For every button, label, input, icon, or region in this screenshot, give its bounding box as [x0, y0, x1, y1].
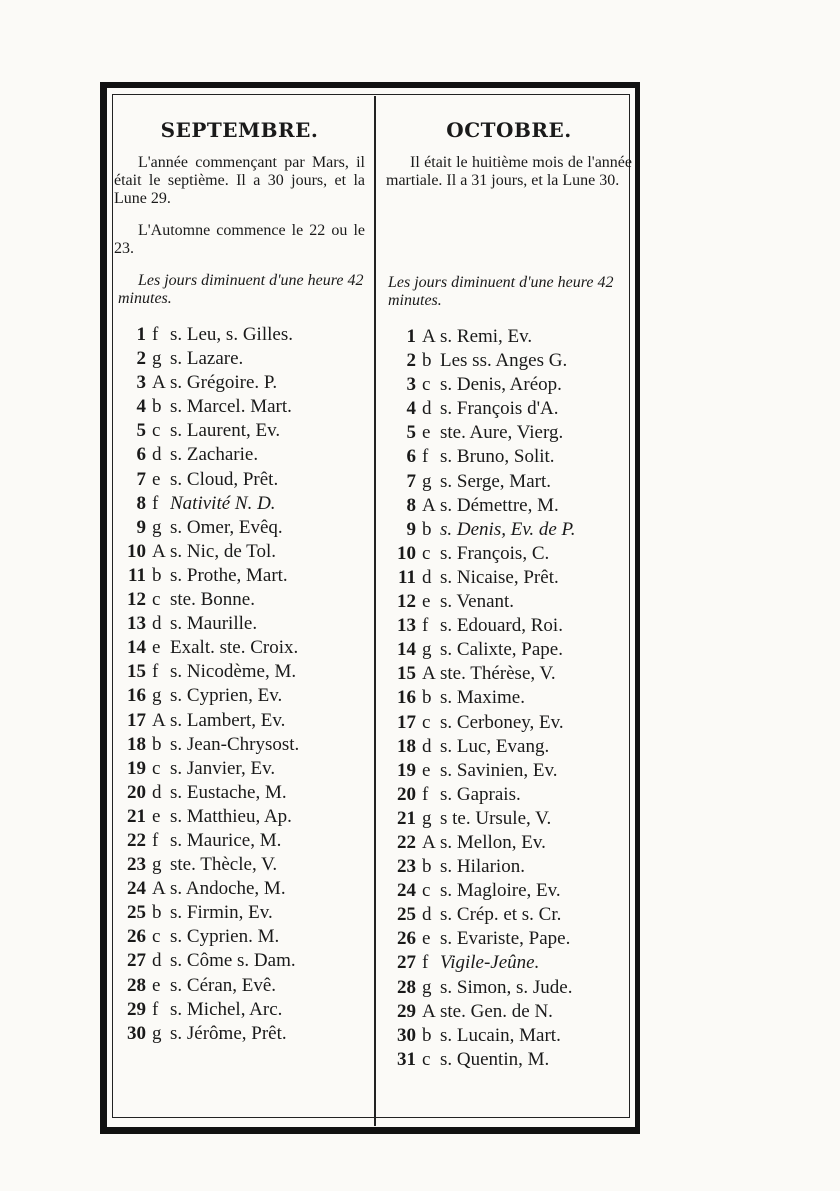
- saint-name: s. Marcel. Mart.: [170, 396, 292, 418]
- day-row: [384, 928, 634, 952]
- saint-name: Exalt. ste. Croix.: [170, 637, 299, 659]
- day-row: [112, 710, 367, 734]
- saint-name: ste. Bonne.: [170, 589, 255, 611]
- dominical-letter: d: [422, 566, 432, 588]
- saint-name: s. Evariste, Pape.: [440, 928, 571, 950]
- saint-name: s. Lambert, Ev.: [170, 709, 286, 731]
- day-row: [384, 832, 634, 856]
- day-row: [112, 444, 367, 468]
- saint-name: s. Côme s. Dam.: [170, 950, 296, 972]
- day-number: 2: [136, 348, 146, 370]
- september-intro: L'année commençant par Mars, il était le septième. Il a 30 jours, et la Lune 29.: [114, 154, 365, 207]
- day-number: 4: [136, 396, 146, 418]
- saint-name: s. Zacharie.: [170, 444, 259, 466]
- saint-name: s. Nic, de Tol.: [170, 540, 276, 562]
- day-number: 22: [127, 829, 146, 851]
- saint-name: s. François, C.: [440, 542, 550, 564]
- saint-name: s. Andoche, M.: [170, 878, 286, 900]
- day-number: 5: [406, 422, 416, 444]
- dominical-letter: c: [422, 542, 431, 564]
- day-row: [384, 977, 634, 1001]
- day-row: [384, 615, 634, 639]
- saint-name: s. Leu, s. Gilles.: [170, 324, 293, 345]
- dominical-letter: f: [422, 446, 429, 468]
- day-row: [384, 398, 634, 422]
- day-row: [112, 830, 367, 854]
- day-number: 8: [136, 492, 146, 514]
- day-number: 27: [397, 952, 416, 974]
- saint-name: ste. Thérèse, V.: [440, 663, 556, 685]
- day-row: [112, 999, 367, 1023]
- dominical-letter: d: [422, 735, 432, 757]
- day-number: 13: [397, 615, 416, 637]
- day-number: 24: [127, 878, 146, 900]
- saint-name: s. Démettre, M.: [440, 494, 559, 516]
- day-row: [112, 637, 367, 661]
- saint-name: s. Grégoire. P.: [170, 372, 278, 394]
- september-daylight-note: Les jours diminuent d'une heure 42 minutes.: [118, 272, 364, 307]
- saint-name: Vigile-Jeûne.: [440, 952, 540, 974]
- dominical-letter: c: [152, 589, 161, 611]
- dominical-letter: e: [152, 468, 161, 490]
- october-daylight-note: Les jours diminuent d'une heure 42 minutes.: [388, 274, 614, 309]
- september-column: [112, 110, 367, 1047]
- dominical-letter: e: [422, 759, 431, 781]
- day-row: [384, 591, 634, 615]
- september-title: SEPTEMBRE.: [160, 118, 319, 142]
- day-number: 26: [127, 926, 146, 948]
- day-number: 20: [397, 783, 416, 805]
- dominical-letter: b: [152, 564, 162, 586]
- dominical-letter: b: [422, 856, 432, 878]
- day-row: [112, 420, 367, 444]
- day-row: [112, 396, 367, 420]
- day-number: 26: [397, 928, 416, 950]
- day-number: 3: [406, 374, 416, 396]
- dominical-letter: g: [422, 976, 432, 998]
- day-number: 6: [136, 444, 146, 466]
- day-number: 28: [127, 974, 146, 996]
- day-row: [112, 493, 367, 517]
- day-row: [112, 613, 367, 637]
- dominical-letter: A: [422, 663, 436, 685]
- column-divider: [374, 96, 376, 1126]
- day-row: [384, 760, 634, 784]
- dominical-letter: c: [422, 374, 431, 396]
- day-row: [384, 446, 634, 470]
- dominical-letter: c: [422, 1048, 431, 1070]
- day-number: 21: [127, 805, 146, 827]
- dominical-letter: f: [152, 998, 159, 1020]
- day-number: 14: [127, 637, 146, 659]
- dominical-letter: f: [152, 324, 159, 345]
- day-row: [384, 567, 634, 591]
- day-number: 17: [397, 711, 416, 733]
- saint-name: s. Omer, Evêq.: [170, 516, 283, 538]
- saint-name: s. Remi, Ev.: [440, 326, 533, 347]
- day-row: [384, 784, 634, 808]
- dominical-letter: b: [152, 733, 162, 755]
- september-days-list: [112, 324, 367, 1047]
- saint-name: s. Laurent, Ev.: [170, 420, 281, 442]
- day-row: [112, 758, 367, 782]
- day-number: 17: [127, 709, 146, 731]
- dominical-letter: f: [422, 615, 429, 637]
- day-row: [384, 471, 634, 495]
- saint-name: s. Calixte, Pape.: [440, 639, 563, 661]
- day-row: [112, 950, 367, 974]
- day-row: [112, 782, 367, 806]
- day-number: 11: [398, 566, 416, 588]
- saint-name: s. Lucain, Mart.: [440, 1024, 561, 1046]
- day-number: 24: [397, 880, 416, 902]
- saint-name: s. Jérôme, Prêt.: [170, 1022, 287, 1044]
- saint-name: s. Magloire, Ev.: [440, 880, 561, 902]
- dominical-letter: c: [422, 711, 431, 733]
- dominical-letter: c: [152, 926, 161, 948]
- october-title: OCTOBRE.: [446, 118, 572, 142]
- day-number: 15: [127, 661, 146, 683]
- day-number: 19: [397, 759, 416, 781]
- day-row: [112, 565, 367, 589]
- dominical-letter: A: [152, 709, 166, 731]
- dominical-letter: e: [152, 974, 161, 996]
- day-row: [384, 808, 634, 832]
- saint-name: s. Céran, Evê.: [170, 974, 277, 996]
- dominical-letter: b: [152, 902, 162, 924]
- saint-name: s. Janvier, Ev.: [170, 757, 276, 779]
- saint-name: s. Savinien, Ev.: [440, 759, 558, 781]
- saint-name: s. Simon, s. Jude.: [440, 976, 573, 998]
- day-number: 28: [397, 976, 416, 998]
- day-row: [112, 878, 367, 902]
- saint-name: s. Prothe, Mart.: [170, 564, 288, 586]
- saint-name: s. Denis, Aréop.: [440, 374, 562, 396]
- day-row: [112, 926, 367, 950]
- day-number: 12: [127, 589, 146, 611]
- day-row: [112, 324, 367, 348]
- dominical-letter: b: [152, 396, 162, 418]
- day-number: 16: [397, 687, 416, 709]
- day-row: [384, 687, 634, 711]
- day-row: [112, 661, 367, 685]
- dominical-letter: g: [152, 854, 162, 876]
- day-number: 9: [406, 518, 416, 540]
- dominical-letter: e: [422, 422, 431, 444]
- day-number: 16: [127, 685, 146, 707]
- dominical-letter: d: [152, 781, 162, 803]
- day-number: 5: [136, 420, 146, 442]
- day-number: 23: [127, 854, 146, 876]
- saint-name: s. Hilarion.: [440, 856, 525, 878]
- day-number: 6: [406, 446, 416, 468]
- october-intro: Il était le huitième mois de l'année martiale. Il a 31 jours, et la Lune 30.: [386, 154, 632, 189]
- saint-name: s. Edouard, Roi.: [440, 615, 563, 637]
- dominical-letter: f: [152, 829, 159, 851]
- day-row: [384, 712, 634, 736]
- day-number: 25: [397, 904, 416, 926]
- day-number: 2: [406, 350, 416, 372]
- dominical-letter: A: [422, 831, 436, 853]
- saint-name: ste. Aure, Vierg.: [440, 422, 564, 444]
- day-number: 9: [136, 516, 146, 538]
- day-number: 14: [397, 639, 416, 661]
- saint-name: s te. Ursule, V.: [440, 807, 552, 829]
- dominical-letter: g: [422, 807, 432, 829]
- day-number: 7: [406, 470, 416, 492]
- day-number: 18: [397, 735, 416, 757]
- day-number: 3: [136, 372, 146, 394]
- day-number: 29: [397, 1000, 416, 1022]
- day-row: [384, 326, 634, 350]
- day-row: [112, 975, 367, 999]
- day-row: [112, 372, 367, 396]
- dominical-letter: f: [422, 783, 429, 805]
- dominical-letter: g: [152, 516, 162, 538]
- saint-name: Les ss. Anges G.: [440, 350, 568, 372]
- saint-name: s. Maurice, M.: [170, 829, 282, 851]
- spacer: [384, 240, 634, 274]
- day-number: 31: [397, 1048, 416, 1070]
- day-row: [112, 469, 367, 493]
- day-number: 20: [127, 781, 146, 803]
- day-row: [384, 495, 634, 519]
- dominical-letter: b: [422, 350, 432, 372]
- dominical-letter: g: [422, 639, 432, 661]
- day-row: [112, 854, 367, 878]
- day-number: 19: [127, 757, 146, 779]
- day-number: 8: [406, 494, 416, 516]
- saint-name: s. Bruno, Solit.: [440, 446, 555, 468]
- saint-name: s. Cyprien. M.: [170, 926, 280, 948]
- day-row: [112, 1023, 367, 1047]
- day-row: [384, 374, 634, 398]
- saint-name: s. Quentin, M.: [440, 1048, 550, 1070]
- dominical-letter: g: [152, 685, 162, 707]
- day-row: [384, 880, 634, 904]
- day-row: [384, 736, 634, 760]
- saint-name: s. Crép. et s. Cr.: [440, 904, 562, 926]
- day-row: [384, 856, 634, 880]
- dominical-letter: c: [152, 420, 161, 442]
- day-number: 25: [127, 902, 146, 924]
- dominical-letter: g: [152, 1022, 162, 1044]
- dominical-letter: d: [152, 613, 162, 635]
- dominical-letter: A: [152, 878, 166, 900]
- day-row: [112, 902, 367, 926]
- dominical-letter: g: [152, 348, 162, 370]
- saint-name: s. Matthieu, Ap.: [170, 805, 292, 827]
- day-number: 23: [397, 856, 416, 878]
- day-row: [384, 904, 634, 928]
- saint-name: s. Jean-Chrysost.: [170, 733, 300, 755]
- dominical-letter: b: [422, 1024, 432, 1046]
- dominical-letter: A: [422, 326, 436, 347]
- dominical-letter: f: [422, 952, 429, 974]
- saint-name: s. Maurille.: [170, 613, 258, 635]
- dominical-letter: f: [152, 492, 159, 514]
- day-row: [112, 806, 367, 830]
- saint-name: s. Gaprais.: [440, 783, 521, 805]
- dominical-letter: e: [422, 591, 431, 613]
- day-number: 18: [127, 733, 146, 755]
- day-number: 1: [406, 326, 416, 347]
- day-number: 30: [397, 1024, 416, 1046]
- saint-name: s. Firmin, Ev.: [170, 902, 273, 924]
- day-row: [384, 422, 634, 446]
- day-number: 27: [127, 950, 146, 972]
- saint-name: s. Lazare.: [170, 348, 244, 370]
- day-row: [384, 350, 634, 374]
- october-days-list: [384, 326, 634, 1073]
- saint-name: s. Mellon, Ev.: [440, 831, 546, 853]
- day-row: [384, 1001, 634, 1025]
- day-row: [384, 952, 634, 976]
- dominical-letter: g: [422, 470, 432, 492]
- day-row: [384, 543, 634, 567]
- day-row: [384, 639, 634, 663]
- day-number: 1: [136, 324, 146, 345]
- day-number: 15: [397, 663, 416, 685]
- saint-name: s. Denis, Ev. de P.: [440, 518, 576, 540]
- saint-name: s. Cerboney, Ev.: [440, 711, 564, 733]
- saint-name: s. Cyprien, Ev.: [170, 685, 283, 707]
- dominical-letter: e: [152, 805, 161, 827]
- day-row: [112, 348, 367, 372]
- october-column: [384, 110, 634, 1073]
- day-row: [112, 685, 367, 709]
- day-number: 22: [397, 831, 416, 853]
- dominical-letter: c: [422, 880, 431, 902]
- day-row: [384, 1025, 634, 1049]
- dominical-letter: d: [152, 444, 162, 466]
- dominical-letter: e: [422, 928, 431, 950]
- saint-name: s. Cloud, Prêt.: [170, 468, 279, 490]
- saint-name: s. Luc, Evang.: [440, 735, 550, 757]
- day-number: 12: [397, 591, 416, 613]
- saint-name: s. Serge, Mart.: [440, 470, 551, 492]
- saint-name: s. Nicaise, Prêt.: [440, 566, 559, 588]
- day-row: [384, 519, 634, 543]
- dominical-letter: d: [152, 950, 162, 972]
- dominical-letter: f: [152, 661, 159, 683]
- dominical-letter: A: [152, 540, 166, 562]
- september-autumn-note: L'Automne commence le 22 ou le 23.: [114, 222, 365, 257]
- day-number: 29: [127, 998, 146, 1020]
- day-row: [384, 1049, 634, 1073]
- dominical-letter: A: [152, 372, 166, 394]
- day-row: [384, 663, 634, 687]
- day-row: [112, 517, 367, 541]
- day-row: [112, 734, 367, 758]
- dominical-letter: c: [152, 757, 161, 779]
- day-number: 10: [127, 540, 146, 562]
- dominical-letter: A: [422, 1000, 436, 1022]
- day-number: 4: [406, 398, 416, 420]
- day-number: 13: [127, 613, 146, 635]
- saint-name: s. Eustache, M.: [170, 781, 287, 803]
- day-number: 11: [128, 564, 146, 586]
- dominical-letter: d: [422, 398, 432, 420]
- day-row: [112, 589, 367, 613]
- saint-name: s. Nicodème, M.: [170, 661, 297, 683]
- saint-name: ste. Gen. de N.: [440, 1000, 553, 1022]
- saint-name: Nativité N. D.: [170, 492, 276, 514]
- saint-name: s. Maxime.: [440, 687, 525, 709]
- saint-name: s. Michel, Arc.: [170, 998, 283, 1020]
- dominical-letter: e: [152, 637, 161, 659]
- day-number: 7: [136, 468, 146, 490]
- dominical-letter: A: [422, 494, 436, 516]
- dominical-letter: d: [422, 904, 432, 926]
- saint-name: s. Venant.: [440, 591, 515, 613]
- day-number: 10: [397, 542, 416, 564]
- saint-name: ste. Thècle, V.: [170, 854, 278, 876]
- day-row: [112, 541, 367, 565]
- day-number: 30: [127, 1022, 146, 1044]
- dominical-letter: b: [422, 518, 432, 540]
- saint-name: s. François d'A.: [440, 398, 559, 420]
- dominical-letter: b: [422, 687, 432, 709]
- day-number: 21: [397, 807, 416, 829]
